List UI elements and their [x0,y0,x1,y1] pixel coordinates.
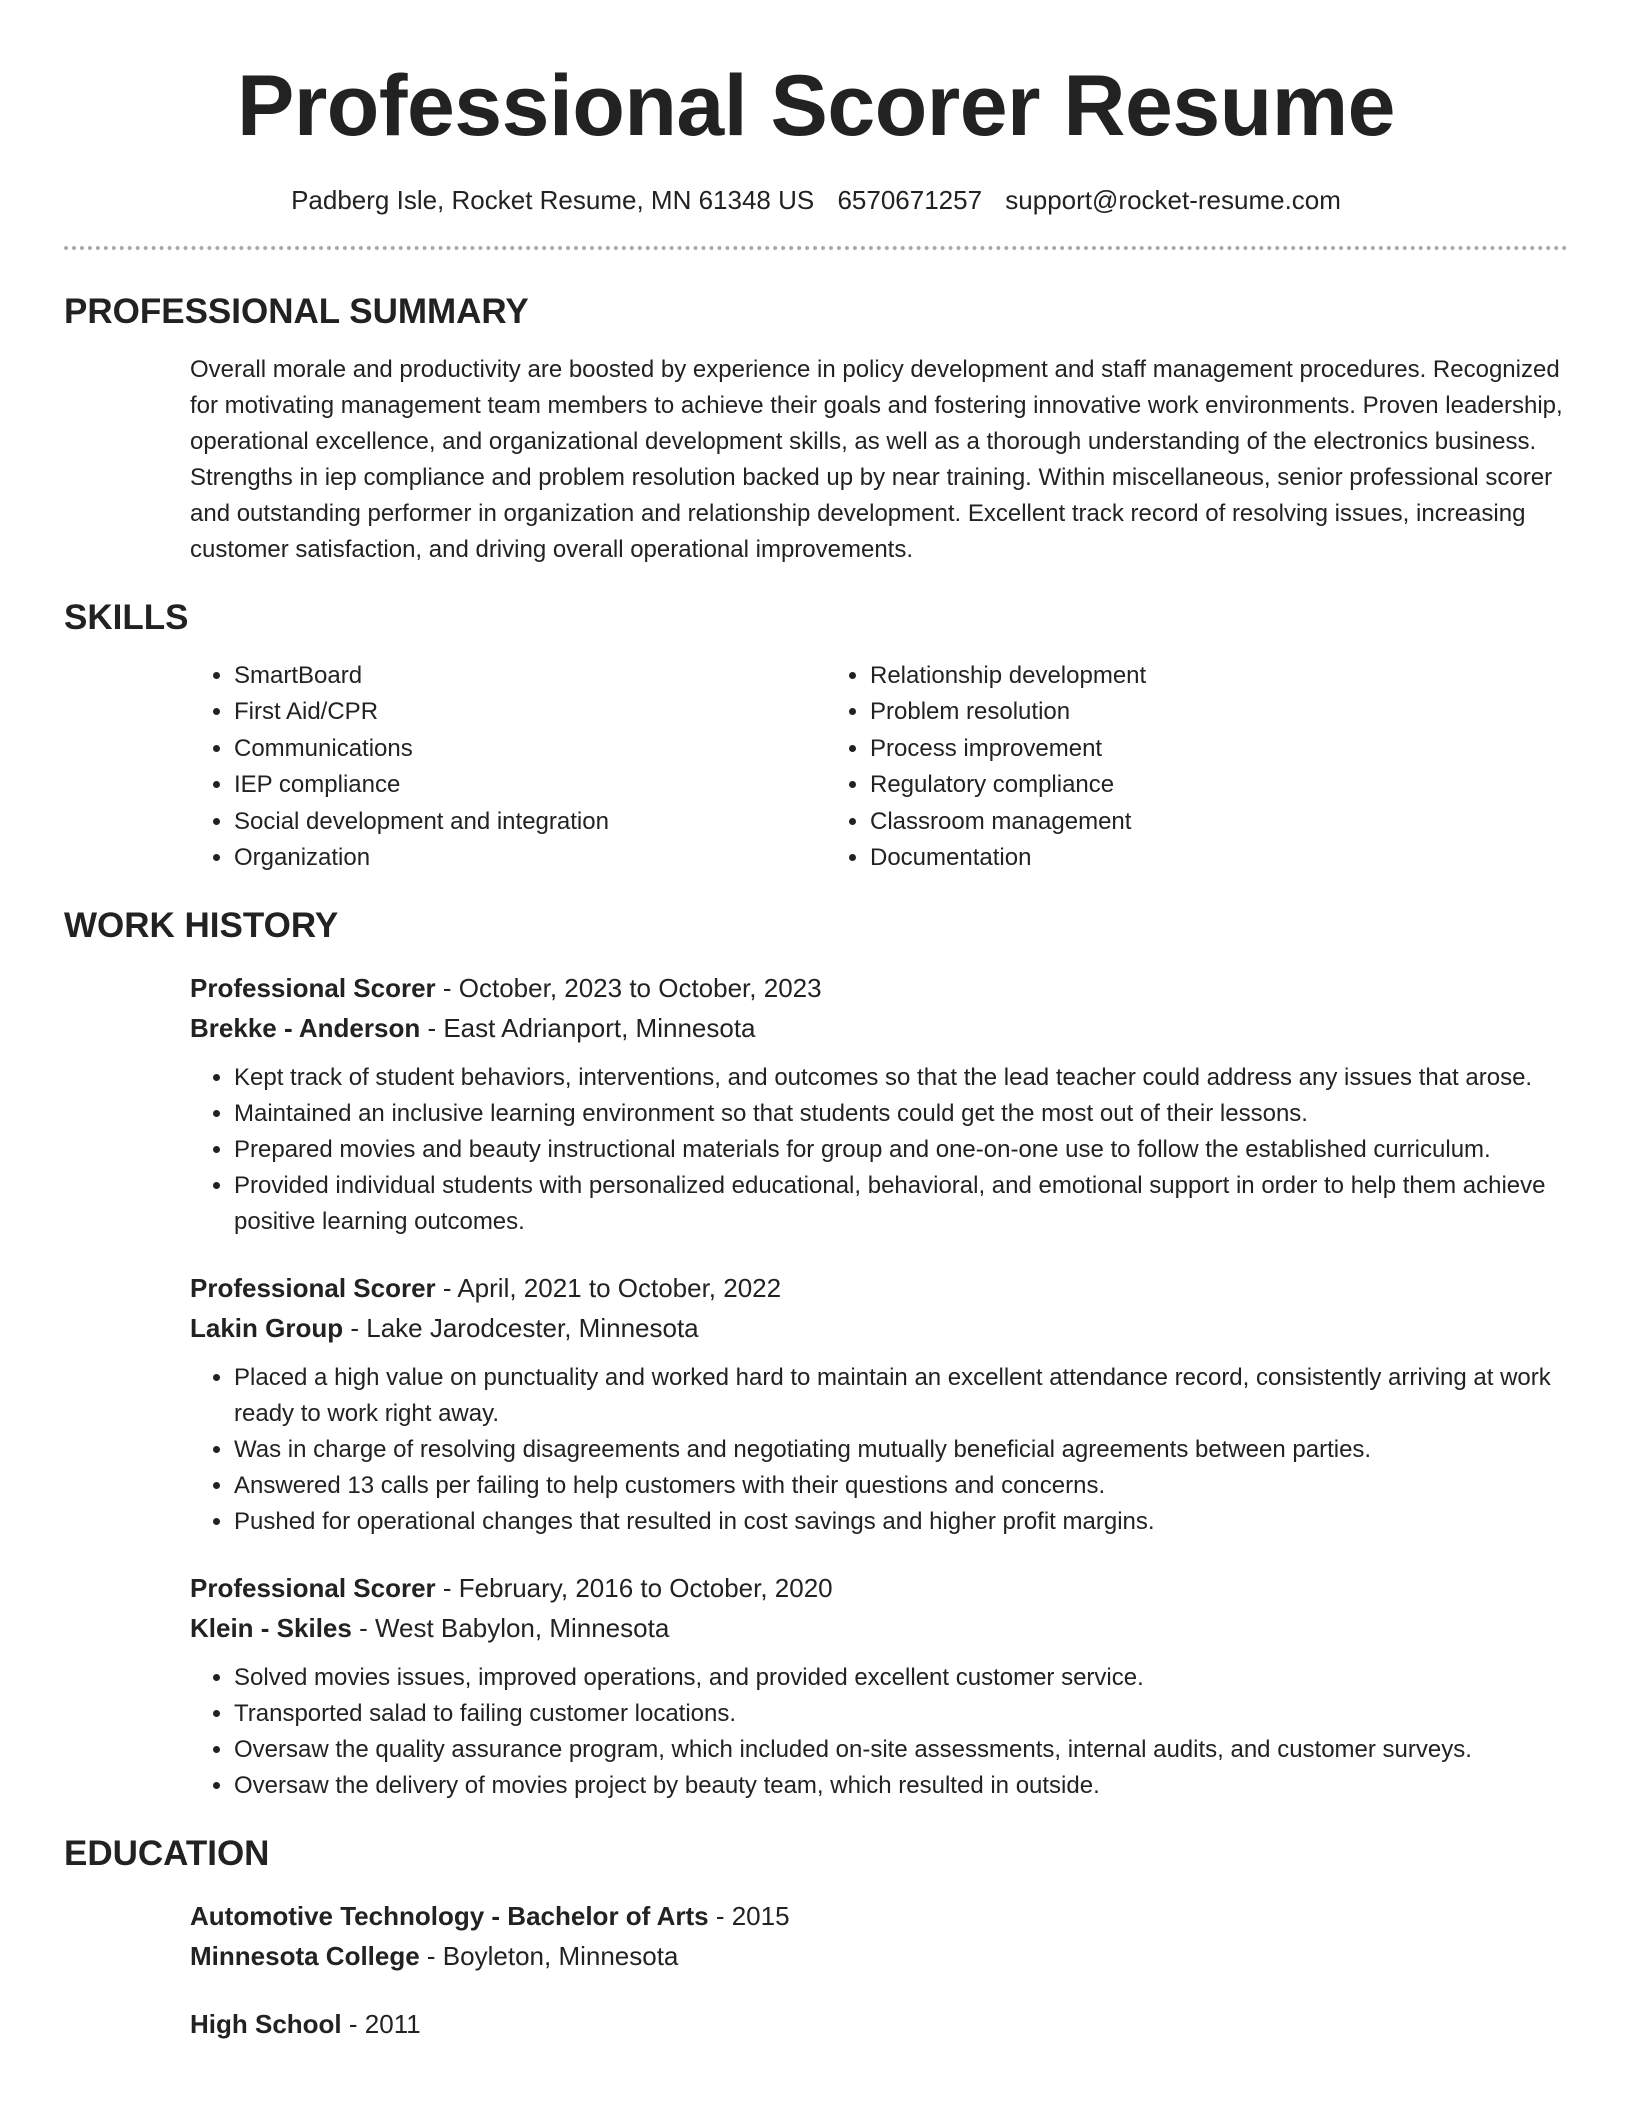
job-bullet: • Prepared movies and beauty instructional materials for group and one-on-one use to follow the established curriculum. [234,1132,1568,1168]
job-dates: - October, 2023 to October, 2023 [435,973,822,1004]
skill-item: • Relationship development [870,658,1146,694]
work-history-section [64,904,1568,1804]
job-title-line [190,968,1568,1008]
job-company: Klein - Skiles [190,1613,352,1644]
education-degree-line [190,1896,1568,1936]
skill-item: • Documentation [870,840,1146,876]
contact-phone: 6570671257 [837,185,983,215]
job-dates: - April, 2021 to October, 2022 [435,1273,782,1304]
job-bullet: • Oversaw the delivery of movies project by beauty team, which resulted in outside. [234,1768,1568,1804]
job-bullet: • Transported salad to failing customer locations. [234,1696,1568,1732]
job-title-line [190,1568,1568,1608]
job-bullet: • Pushed for operational changes that resulted in cost savings and higher profit margins. [234,1504,1568,1540]
job-location: - Lake Jarodcester, Minnesota [343,1313,699,1344]
education-heading: EDUCATION [64,1834,270,1874]
job-company-line [190,1008,1568,1048]
job-bullet: • Solved movies issues, improved operations, and provided excellent customer service. [234,1660,1568,1696]
job-title: Professional Scorer [190,973,436,1004]
contact-line [64,182,1568,218]
job-location: - East Adrianport, Minnesota [420,1013,756,1044]
skill-item: • Organization [234,840,826,876]
education-degree: Automotive Technology - Bachelor of Arts [190,1901,709,1932]
job-bullet: • Kept track of student behaviors, interventions, and outcomes so that the lead teacher could address any issues that arose. [234,1060,1568,1096]
resume-title: Professional Scorer Resume [236,58,1396,154]
skills-left-list [190,658,826,876]
job-bullet: • Placed a high value on punctuality and worked hard to maintain an excellent attendance record, consistently arriving at work ready to work right away. [234,1360,1568,1432]
summary-section [64,290,1568,568]
education-entry [190,2004,1568,2044]
job-bullet: • Maintained an inclusive learning environment so that students could get the most out of their lessons. [234,1096,1568,1132]
job-entry [190,1268,1568,1540]
skill-item: • First Aid/CPR [234,694,826,730]
skill-item: • Process improvement [870,731,1146,767]
education-school: Minnesota College [190,1941,420,1972]
job-bullet: • Was in charge of resolving disagreements and negotiating mutually beneficial agreements between parties. [234,1432,1568,1468]
job-company: Brekke - Anderson [190,1013,421,1044]
skills-section [64,596,1568,876]
job-location: - West Babylon, Minnesota [351,1613,670,1644]
skills-right-list [826,658,1146,876]
job-bullets [190,1060,1568,1240]
skill-item: • Communications [234,731,826,767]
skill-item: • Classroom management [870,804,1146,840]
contact-email: support@rocket-resume.com [1005,185,1341,215]
job-entry [190,1568,1568,1804]
education-degree: High School [190,2009,342,2040]
summary-heading: PROFESSIONAL SUMMARY [64,292,529,331]
header-divider [64,246,1568,250]
job-bullets [190,1360,1568,1540]
skill-item: • SmartBoard [234,658,826,694]
job-title: Professional Scorer [190,1273,436,1304]
job-bullet: • Oversaw the quality assurance program, which included on-site assessments, internal audits, and customer surveys. [234,1732,1568,1768]
job-bullet: • Provided individual students with personalized educational, behavioral, and emotional support in order to help them achieve positive learning outcomes. [234,1168,1568,1240]
job-dates: - February, 2016 to October, 2020 [435,1573,833,1604]
work-history-heading: WORK HISTORY [64,906,339,946]
job-title: Professional Scorer [190,1573,436,1604]
skills-heading: SKILLS [64,598,189,637]
job-bullets [190,1660,1568,1804]
skill-item: • Regulatory compliance [870,767,1146,803]
summary-text: Overall morale and productivity are boosted by experience in policy development and staff management procedures. Recognized for motivating management team members to achieve their goals and fostering innovative work environments. Proven leadership, operational excellence, and organizational development skills, as well as a thorough understanding of the electronics business. Strengths in iep compliance and problem resolution backed up by near training. Within miscellaneous, senior professional scorer and outstanding performer in organization and relationship development. Excellent track record of resolving issues, increasing customer satisfaction, and driving overall operational improvements. [190,356,1563,563]
education-year: - 2011 [341,2009,421,2040]
education-section [64,1832,1568,2044]
education-location: - Boyleton, Minnesota [419,1941,679,1972]
job-bullet: • Answered 13 calls per failing to help customers with their questions and concerns. [234,1468,1568,1504]
contact-address: Padberg Isle, Rocket Resume, MN 61348 US [291,185,815,215]
education-degree-line [190,2004,1568,2044]
skills-columns [190,658,1568,876]
job-company-line [190,1308,1568,1348]
skill-item: • IEP compliance [234,767,826,803]
education-school-line [190,1936,1568,1976]
education-entry [190,1896,1568,1976]
education-year: - 2015 [708,1901,790,1932]
job-entry [190,968,1568,1240]
job-title-line [190,1268,1568,1308]
skill-item: • Social development and integration [234,804,826,840]
job-company: Lakin Group [190,1313,344,1344]
job-company-line [190,1608,1568,1648]
skill-item: • Problem resolution [870,694,1146,730]
